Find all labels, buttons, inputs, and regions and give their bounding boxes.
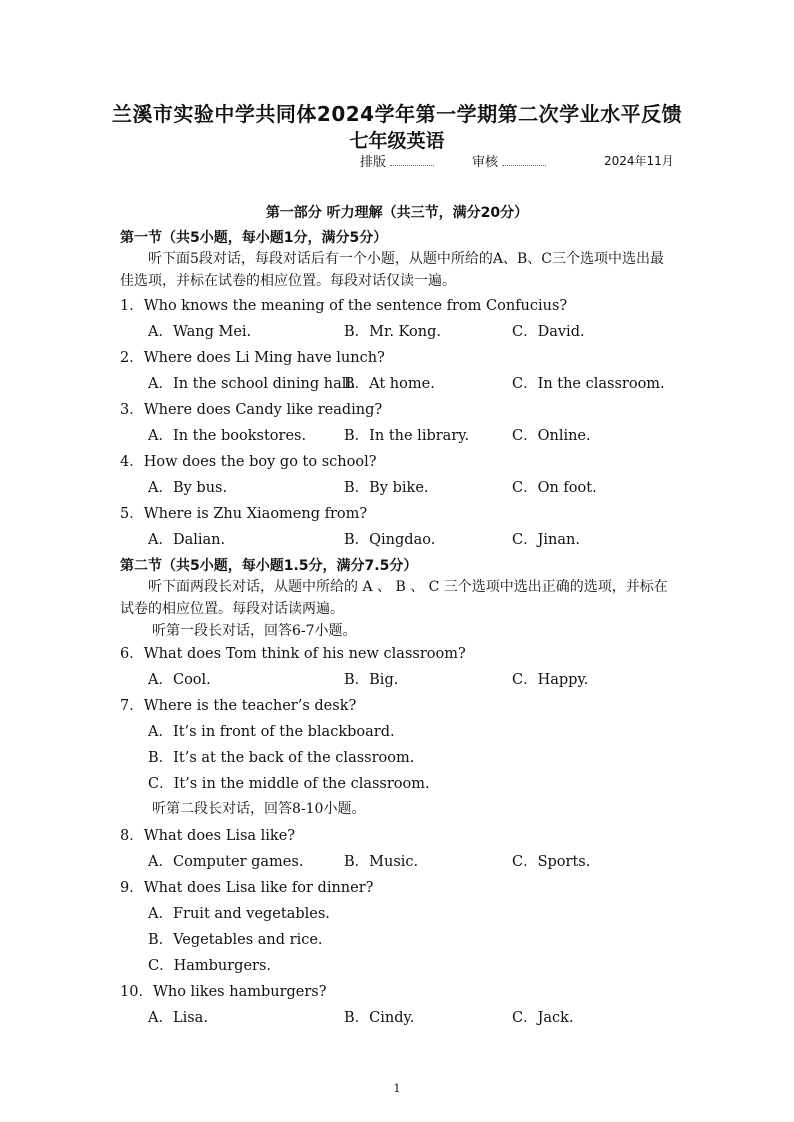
question-6: 6．What does Tom think of his new classroom?: [120, 646, 466, 662]
q7-option-b: B．It’s at the back of the classroom.: [148, 750, 415, 766]
exam-title: 兰溪市实验中学共同体2024学年第一学期第二次学业水平反馈: [111, 102, 683, 126]
question-1: 1．Who knows the meaning of the sentence from Confucius?: [120, 298, 568, 314]
q2-option-c: C．In the classroom.: [512, 376, 665, 392]
section2-title: 第二节（共5小题，每小题1.5分，满分7.5分）: [120, 558, 418, 574]
q1-option-a: A．Wang Mei.: [148, 324, 252, 340]
q5-option-b: B．Qingdao.: [344, 532, 436, 548]
q3-option-b: B．In the library.: [344, 428, 470, 444]
q10-option-c: C．Jack.: [512, 1010, 574, 1026]
question-4: 4．How does the boy go to school?: [120, 454, 377, 470]
section1-title: 第一节（共5小题，每小题1分，满分5分）: [120, 230, 388, 246]
question-9: 9．What does Lisa like for dinner?: [120, 880, 374, 896]
typeset-blank: [390, 155, 434, 166]
q3-option-a: A．In the bookstores.: [148, 428, 307, 444]
q4-option-b: B．By bike.: [344, 480, 429, 496]
q1-option-b: B．Mr. Kong.: [344, 324, 441, 340]
q6-option-b: B．Big.: [344, 672, 399, 688]
exam-subtitle: 七年级英语: [349, 130, 445, 152]
q1-option-c: C．David.: [512, 324, 585, 340]
exam-date: 2024年11月: [604, 154, 674, 168]
question-8: 8．What does Lisa like?: [120, 828, 296, 844]
typeset-field: [360, 151, 434, 170]
question-7: 7．Where is the teacher’s desk?: [120, 698, 357, 714]
q9-option-a: A．Fruit and vegetables.: [148, 906, 330, 922]
q8-option-a: A．Computer games.: [148, 854, 304, 870]
question-5: 5．Where is Zhu Xiaomeng from?: [120, 506, 368, 522]
dialog1-note: 听第一段长对话，回答6-7小题。: [152, 623, 357, 639]
q10-option-a: A．Lisa.: [148, 1010, 208, 1026]
review-field: [472, 151, 546, 170]
question-3: 3．Where does Candy like reading?: [120, 402, 383, 418]
q7-option-a: A．It’s in front of the blackboard.: [148, 724, 395, 740]
q3-option-c: C．Online.: [512, 428, 591, 444]
q6-option-a: A．Cool.: [148, 672, 211, 688]
q2-option-b: B．At home.: [344, 376, 435, 392]
typeset-label: 排版: [360, 155, 387, 170]
dialog2-note: 听第二段长对话，回答8-10小题。: [152, 801, 366, 817]
review-label: 审核: [472, 155, 499, 170]
q4-option-a: A．By bus.: [148, 480, 228, 496]
q6-option-c: C．Happy.: [512, 672, 589, 688]
question-10: 10．Who likes hamburgers?: [120, 984, 327, 1000]
q2-option-a: A．In the school dining hall.: [148, 376, 356, 392]
q5-option-a: A．Dalian.: [148, 532, 226, 548]
section2-instruction: 听下面两段长对话，从题中所给的 A 、 B 、 C 三个选项中选出正确的选项，并标在试卷的相应位置。每段对话读两遍。: [120, 579, 668, 617]
q7-option-c: C．It’s in the middle of the classroom.: [148, 776, 430, 792]
question-2: 2．Where does Li Ming have lunch?: [120, 350, 385, 366]
q4-option-c: C．On foot.: [512, 480, 597, 496]
q8-option-c: C．Sports.: [512, 854, 591, 870]
part1-title: 第一部分 听力理解（共三节，满分20分）: [265, 205, 529, 221]
section1-instruction: 听下面5段对话，每段对话后有一个小题，从题中所给的A、B、C三个选项中选出最佳选项，并标在试卷的相应位置。每段对话仅读一遍。: [120, 251, 665, 289]
q9-option-b: B．Vegetables and rice.: [148, 932, 323, 948]
q10-option-b: B．Cindy.: [344, 1010, 415, 1026]
review-blank: [502, 155, 546, 166]
q8-option-b: B．Music.: [344, 854, 419, 870]
page-number: 1: [393, 1082, 401, 1095]
q9-option-c: C．Hamburgers.: [148, 958, 272, 974]
q5-option-c: C．Jinan.: [512, 532, 580, 548]
